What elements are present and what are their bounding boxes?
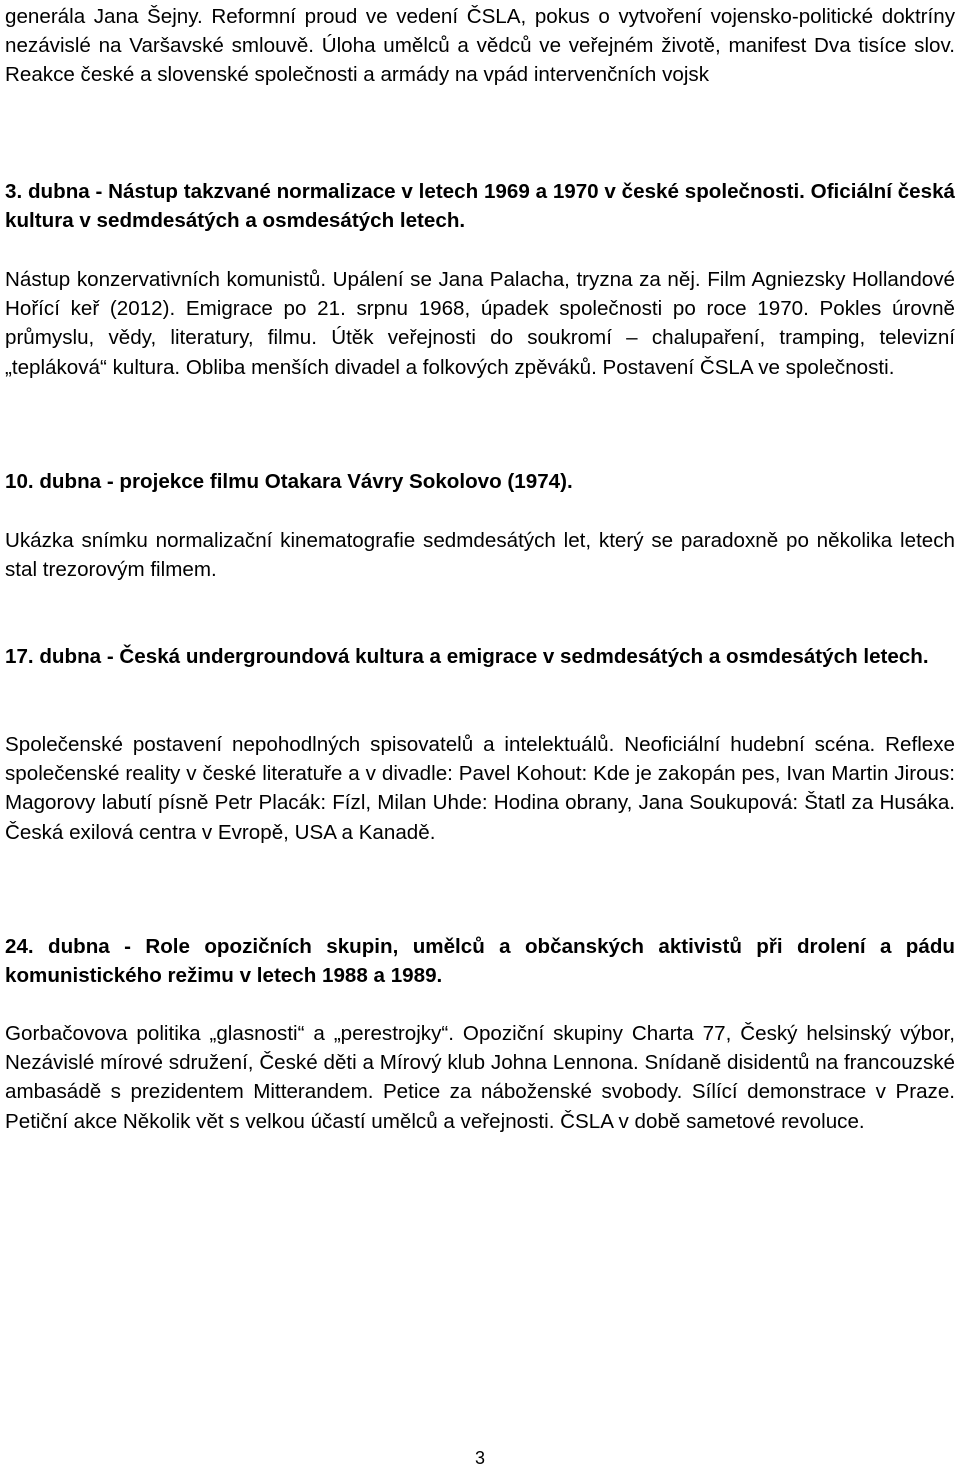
section-24-april-body — [5, 1019, 955, 1136]
intro-paragraph: generála Jana Šejny. Reformní proud ve vedení ČSLA, pokus o vytvoření vojensko-politické doktríny nezávislé na Varšavské smlouvě. Úloha umělců a vědců ve veřejném životě, manifest Dva tisíce slov. Reakce české a slovenské společnosti a armády na vpád intervenčních vojsk — [5, 5, 955, 87]
section-24-april — [5, 932, 955, 990]
section-3-april — [5, 177, 955, 235]
section-body: Společenské postavení nepohodlných spisovatelů a intelektuálů. Neoficiální hudební scéna. Reflexe společenské reality v české literatuře a v divadle: Pavel Kohout: Kde je zakopán pes, Ivan Martin Jirous: Magorovy labutí písně Petr Placák: Fízl, Milan Uhde: Hodina obrany, Jana Soukupová: Štatl za Husáka. Česká exilová centra v Evropě, USA a Kanadě. — [5, 733, 955, 844]
section-body: Ukázka snímku normalizační kinematografie sedmdesátých let, který se paradoxně po několika letech stal trezorovým filmem. — [5, 529, 955, 582]
section-heading: 3. dubna - Nástup takzvané normalizace v letech 1969 a 1970 v české společnosti. Oficiální česká kultura v sedmdesátých a osmdesátých letech. — [5, 180, 955, 233]
section-17-april-body — [5, 730, 955, 847]
section-heading: 10. dubna - projekce filmu Otakara Vávry Sokolovo (1974). — [5, 470, 573, 493]
page-number: 3 — [474, 1448, 485, 1468]
section-10-april-body — [5, 526, 955, 584]
section-body: Nástup konzervativních komunistů. Upálení se Jana Palacha, tryzna za něj. Film Agniezsky Hollandové Hořící keř (2012). Emigrace po 21. srpnu 1968, úpadek společnosti po roce 1970. Pokles úrovně průmyslu, vědy, literatury, filmu. Útěk veřejnosti do soukromí – chalupaření, tramping, televizní „tepláková“ kultura. Obliba menších divadel a folkových zpěváků. Postavení ČSLA ve společnosti. — [5, 268, 955, 379]
section-body: Gorbačovova politika „glasnosti“ a „perestrojky“. Opoziční skupiny Charta 77, Český helsinský výbor, Nezávislé mírové sdružení, České děti a Mírový klub Johna Lennona. Snídaně disidentů na francouzské ambasádě s prezidentem Mitterandem. Petice za náboženské svobody. Sílící demonstrace v Praze. Petiční akce Několik vět s velkou účastí umělců a veřejnosti. ČSLA v době sametové revoluce. — [5, 1022, 955, 1133]
section-17-april — [5, 642, 955, 671]
section-heading: 17. dubna - Česká undergroundová kultura a emigrace v sedmdesátých a osmdesátých letech. — [5, 645, 929, 668]
section-3-april-body — [5, 265, 955, 382]
section-heading: 24. dubna - Role opozičních skupin, umělců a občanských aktivistů při drolení a pádu komunistického režimu v letech 1988 a 1989. — [5, 935, 955, 988]
section-10-april — [5, 467, 955, 496]
intro-block — [5, 2, 955, 90]
